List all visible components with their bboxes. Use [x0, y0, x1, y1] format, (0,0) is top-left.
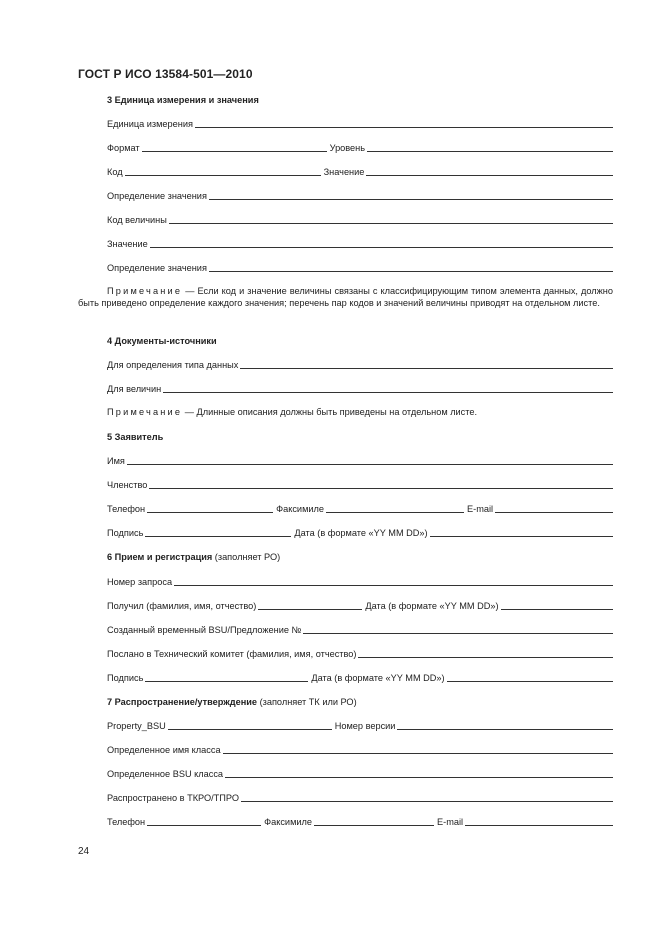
level-label: Уровень [329, 143, 366, 153]
received-label: Получил (фамилия, имя, отчество) [107, 601, 257, 611]
membership-label: Членство [107, 480, 148, 490]
note-text: — Длинные описания должны быть приведены на отдельном листе. [182, 407, 478, 417]
value-def2-label: Определение значения [107, 263, 207, 273]
quantity-code-field[interactable] [169, 223, 613, 224]
note-text: — Если код и значение величины связаны с классифицирующим типом элемента данных, должно быть приведено определение каждого значения; перечень пар кодов и значений величины приводят на отдельном листе. [78, 286, 613, 308]
value-label: Значение [323, 167, 365, 177]
applicant-name-label: Имя [107, 456, 125, 466]
code-value-row [107, 166, 613, 178]
distributed-label: Распространено в ТКРО/ТПРО [107, 793, 239, 803]
temp-bsu-row [107, 624, 613, 636]
class-name-label: Определенное имя класса [107, 745, 221, 755]
unit-field[interactable] [195, 127, 613, 128]
reg-signature-row [107, 672, 613, 684]
contact-row [107, 503, 613, 515]
note-word: Примечание [107, 286, 183, 296]
value-def-field[interactable] [209, 199, 613, 200]
section-7-title: 7 Распространение/утверждение (заполняет ТК или РО) [107, 697, 357, 707]
quantity-code-row [107, 214, 613, 226]
applicant-name-row [107, 455, 613, 467]
class-name-row [107, 744, 613, 756]
value-def2-row [107, 262, 613, 274]
tc-phone-field[interactable] [147, 825, 261, 826]
received-field[interactable] [258, 609, 362, 610]
class-name-field[interactable] [223, 753, 613, 754]
property-row [107, 720, 613, 732]
tc-fax-field[interactable] [314, 825, 434, 826]
value-def-row [107, 190, 613, 202]
applicant-name-field[interactable] [127, 464, 613, 465]
received-date-label: Дата (в формате «YY MM DD») [365, 601, 499, 611]
distributed-row [107, 792, 613, 804]
code-field[interactable] [125, 175, 321, 176]
request-no-label: Номер запроса [107, 577, 173, 587]
value2-label: Значение [107, 239, 148, 249]
signature-row [107, 527, 613, 539]
section-3-title: 3 Единица измерения и значения [107, 95, 259, 105]
request-no-row [107, 576, 613, 588]
phone-label: Телефон [107, 504, 146, 514]
email-field[interactable] [495, 512, 613, 513]
version-label: Номер версии [334, 721, 396, 731]
sent-field[interactable] [358, 657, 613, 658]
datatype-source-row [107, 359, 613, 371]
quantity-code-label: Код величины [107, 215, 167, 225]
code-label: Код [107, 167, 123, 177]
fax-label: Факсимиле [276, 504, 324, 514]
value-def2-field[interactable] [209, 271, 613, 272]
bsu-class-field[interactable] [225, 777, 613, 778]
document-header: ГОСТ Р ИСО 13584-501—2010 [78, 67, 253, 81]
quantities-source-row [107, 383, 613, 395]
section-5-title: 5 Заявитель [107, 432, 164, 442]
reg-signature-label: Подпись [107, 673, 144, 683]
temp-bsu-label: Созданный временный BSU/Предложение № [107, 625, 302, 635]
level-field[interactable] [367, 151, 613, 152]
received-date-field[interactable] [501, 609, 613, 610]
note-word: Примечание [107, 407, 183, 417]
request-no-field[interactable] [174, 585, 613, 586]
version-field[interactable] [397, 729, 613, 730]
value2-field[interactable] [150, 247, 613, 248]
tc-email-field[interactable] [465, 825, 613, 826]
value-field[interactable] [366, 175, 613, 176]
reg-signature-field[interactable] [145, 681, 308, 682]
format-field[interactable] [142, 151, 327, 152]
sent-row [107, 648, 613, 660]
format-level-row [107, 142, 613, 154]
reg-date-field[interactable] [447, 681, 613, 682]
tc-phone-label: Телефон [107, 817, 146, 827]
unit-row [107, 118, 613, 130]
section-3-note [78, 286, 613, 309]
tc-fax-label: Факсимиле [264, 817, 312, 827]
phone-field[interactable] [147, 512, 273, 513]
reg-date-label: Дата (в формате «YY MM DD») [311, 673, 445, 683]
section-6-title: 6 Прием и регистрация (заполняет РО) [107, 552, 281, 562]
value2-row [107, 238, 613, 250]
format-label: Формат [107, 143, 140, 153]
property-label: Property_BSU [107, 721, 166, 731]
quantities-source-label: Для величин [107, 384, 162, 394]
property-field[interactable] [168, 729, 332, 730]
date-label: Дата (в формате «YY MM DD») [294, 528, 428, 538]
quantities-source-field[interactable] [163, 392, 613, 393]
tc-contact-row [107, 816, 613, 828]
page-number: 24 [78, 846, 90, 857]
datatype-source-label: Для определения типа данных [107, 360, 239, 370]
fax-field[interactable] [326, 512, 464, 513]
bsu-class-row [107, 768, 613, 780]
date-field[interactable] [430, 536, 613, 537]
tc-email-label: E-mail [437, 817, 464, 827]
email-label: E-mail [467, 504, 494, 514]
unit-label: Единица измерения [107, 119, 193, 129]
datatype-source-field[interactable] [240, 368, 613, 369]
section-4-title: 4 Документы-источники [107, 336, 217, 346]
signature-label: Подпись [107, 528, 144, 538]
distributed-field[interactable] [241, 801, 613, 802]
section-4-note [107, 407, 477, 418]
temp-bsu-field[interactable] [303, 633, 613, 634]
membership-row [107, 479, 613, 491]
received-row [107, 600, 613, 612]
value-def-label: Определение значения [107, 191, 207, 201]
bsu-class-label: Определенное BSU класса [107, 769, 224, 779]
signature-field[interactable] [145, 536, 291, 537]
sent-label: Послано в Технический комитет (фамилия, имя, отчество) [107, 649, 357, 659]
membership-field[interactable] [149, 488, 613, 489]
